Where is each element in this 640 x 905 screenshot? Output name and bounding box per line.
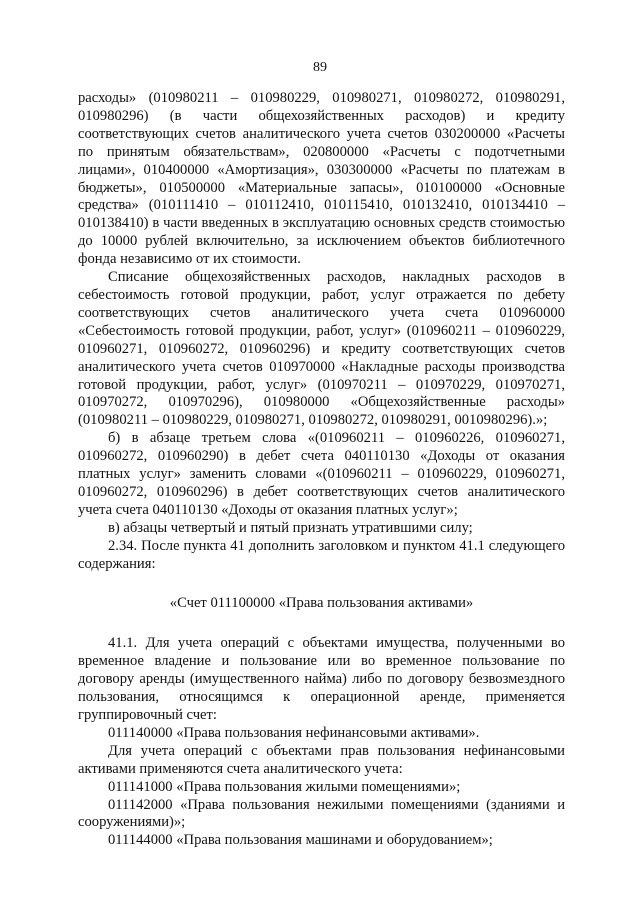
paragraph: 2.34. После пункта 41 дополнить заголовком и пунктом 41.1 следующего содержания: — [78, 537, 565, 572]
paragraph: расходы» (010980211 – 010980229, 010980271, 010980272, 010980291, 010980296) (в части общехозяйственных расходов) и кредиту соответствующих счетов аналитического учета счетов 030200000 «Расчеты по принятым обязательствам», 020800000 «Расчеты с подотчетными лицами», 010400000 «Амортизация», 030300000 «Расчеты по платежам в бюджеты», 010500000 «Материальные запасы», 010100000 «Основные средства» (010111410 – 010112410, 010115410, 010132410, 010134410 – 010138410) в части введенных в эксплуатацию основных средств стоимостью до 10000 рублей включительно, за исключением объектов библиотечного фонда независимо от их стоимости. — [78, 90, 565, 268]
paragraph: б) в абзаце третьем слова «(010960211 – 010960226, 010960271, 010960272, 010960290) в дебет счета 040110130 «Доходы от оказания платных услуг» заменить словами «(010960211 – 010960229, 010960271, 010960272, 010960296) в дебет соответствующих счетов аналитического учета счета 040110130 «Доходы от оказания платных услуг»; — [78, 430, 565, 518]
document-body — [78, 90, 565, 850]
paragraph: 011140000 «Права пользования нефинансовыми активами». — [108, 724, 480, 741]
section-heading: «Счет 011100000 «Права пользования активами» — [169, 595, 474, 612]
paragraph: Списание общехозяйственных расходов, накладных расходов в себестоимость готовой продукции, работ, услуг отражается по дебету соответствующих счетов аналитического учета счета 010960000 «Себестоимость готовой продукции, работ, услуг» (010960211 – 010960229, 010960271, 010960272, 010960296) и кредиту соответствующих счетов аналитического учета счетов 010970000 «Накладные расходы производства готовой продукции, работ, услуг» (010970211 – 010970229, 010970271, 010970272, 010970296), 010980000 «Общехозяйственные расходы» (010980211 – 010980229, 010980271, 010980272, 010980291, 0010980296).»; — [78, 269, 565, 429]
paragraph: 011144000 «Права пользования машинами и оборудованием»; — [108, 832, 493, 849]
paragraph: 011141000 «Права пользования жилыми помещениями»; — [108, 778, 461, 795]
paragraph: Для учета операций с объектами прав пользования нефинансовыми активами применяются счета аналитического учета: — [78, 742, 565, 777]
paragraph: 011142000 «Права пользования нежилыми помещениями (зданиями и сооружениями)»; — [78, 796, 565, 831]
paragraph: 41.1. Для учета операций с объектами имущества, полученными во временное владение и пользование или во временное пользование по договору аренды (имущественного найма) либо по договору безвозмездного пользования, относящимся к операционной аренде, применяется группировочный счет: — [78, 635, 565, 723]
page-number: 89 — [313, 60, 327, 75]
paragraph: в) абзацы четвертый и пятый признать утратившими силу; — [108, 519, 473, 536]
